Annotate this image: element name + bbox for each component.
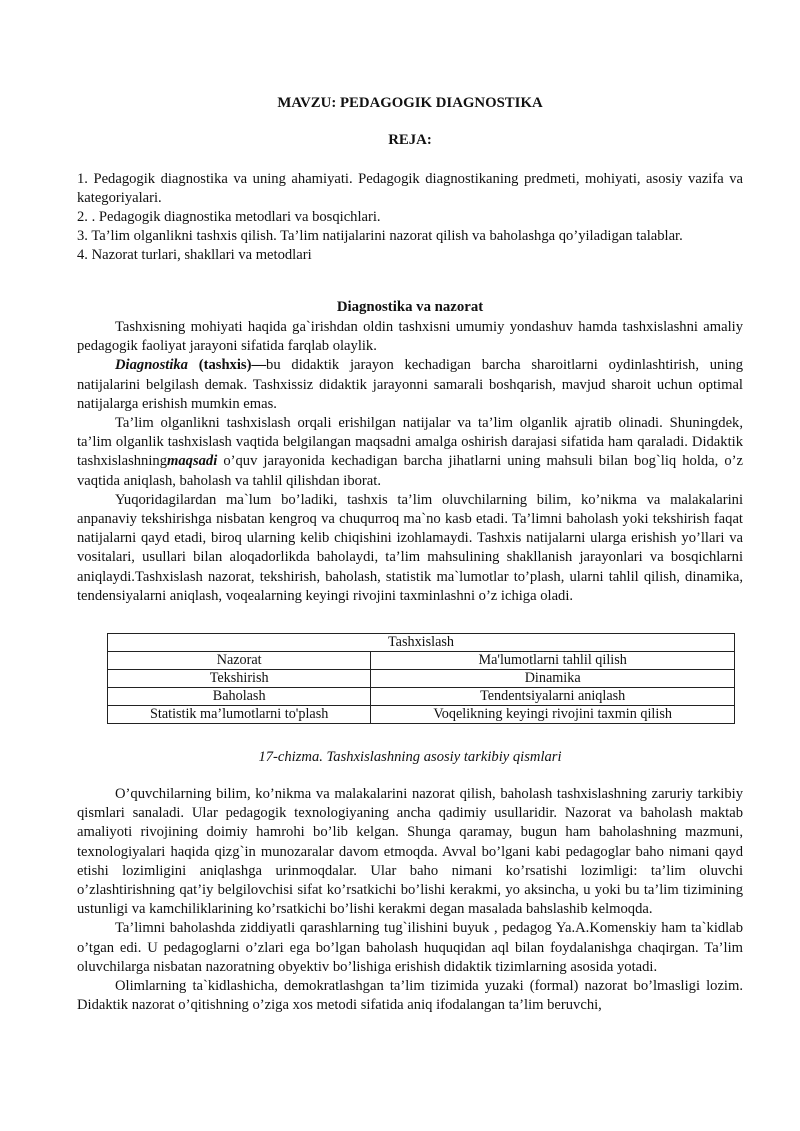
plan-item: 4. Nazorat turlari, shakllari va metodlari <box>77 247 312 263</box>
diagnostics-table <box>107 633 735 724</box>
table-header-row <box>108 634 735 652</box>
body-block-1 <box>77 318 743 606</box>
plan-item: 3. Ta’lim olganlikni tashxis qilish. Ta’lim natijalarini nazorat qilish va baholashga qo’yiladigan talablar. <box>77 228 683 244</box>
paragraph: Ta’limni baholashda ziddiyatli qarashlarning tug`ilishini buyuk , pedagog Ya.A.Komenskiy ham ta`kidlab o’tgan edi. U pedagoglarni o’zlari ega bo’lgan baholash huquqidan aql bilan foydalanishga chaqirgan. Ta’lim oluvchilarga nisbatan nazoratning obyektiv bo’lishiga erishish didaktik tizimlarning asosida yotadi. <box>77 920 743 975</box>
paragraph: O’quvchilarning bilim, ko’nikma va malakalarini nazorat qilish, baholash tashxislashning zaruriy tarkibiy qismlari sanaladi. Ular pedagogik texnologiyaning ancha qadimiy usullaridir. Nazorat va baholash maktab amaliyoti rivojining doimiy hamrohi bo’lib kelgan. Shunga qaramay, bugun ham baholashning mazmuni, texnologiyalari haqida qizg`in munozaralar davom etmoqda. Avval bo’lgani kabi pedagoglar baho nimani qayd etishi lozimligini aniqlashga urinmoqdalar. Ular baho nimani ko’rsatishi lozimligi: ta’lim oluvchi o’zlashtirishning qat’iy belgilovchisi sifat ko’rsatkichi bo’lishi kerakmi, yo aksincha, u yoki bu ta’lim tizimining ustunligi va kamchiliklarining ko’rsatkichi bo’lishi kerakmi degan masalada bahslashib kelmoqda. <box>77 786 743 918</box>
table-row <box>108 706 735 724</box>
table-header-cell: Tashxislash <box>108 634 735 652</box>
paragraph-text: Ta’lim olganlikni tashxislash orqali erishilgan natijalar va ta’lim olganlik ajratib olinadi. Shuningdek, ta’lim olganlik tashxislash vaqtida belgilangan maqsadni amalga oshirish darajasi sifatida ham qaraladi. Didaktik tashxislashning <box>77 415 743 470</box>
term-tashxis: (tashxis)— <box>187 357 267 374</box>
plan-item: 2. . Pedagogik diagnostika metodlari va bosqichlari. <box>77 209 381 225</box>
paragraph-text: o’quv jarayonida kechadigan barcha jihatlarni uning mahsuli bilan bog`liq holda, o’z vaqtida aniqlash, baholash va tahlil qilishdan iborat. <box>77 453 743 489</box>
plan-list <box>77 170 743 265</box>
term-maqsadi: maqsadi <box>167 453 218 470</box>
table-cell: Nazorat <box>108 652 371 670</box>
term-diagnostika: Diagnostika <box>115 357 188 374</box>
paragraph <box>77 414 743 491</box>
table-cell: Baholash <box>108 688 371 706</box>
paragraph: Olimlarning ta`kidlashicha, demokratlashgan ta’lim tizimida yuzaki (formal) nazorat bo’lmasligi lozim. Didaktik nazorat o’qitishning o’ziga xos metodi sifatida aniq ifodalangan ta’lim beruvchi, <box>77 978 743 1014</box>
table-cell: Voqelikning keyingi rivojini taxmin qilish <box>371 706 735 724</box>
paragraph: Yuqoridagilardan ma`lum bo’ladiki, tashxis ta’lim oluvchilarning bilim, ko’nikma va malakalarini anpanaviy tekshirishga nisbatan kengroq va chuqurroq ma`no kasb etadi. Ta’limni baholash yoki tekshirish faqat natijalarni qayd etadi, biroq ularning kelib chiqishini izohlamaydi. Tashxis natijalarni ularga erishish yo’llari va vositalari, usullari bilan aloqadorlikda baholaydi, ta’lim mahsulining shakllanish jarayonlari va bosqichlarni aniqlaydi.Tashxislash nazorat, tekshirish, baholash, statistik ma`lumotlar to’plash, ularni tahlil qilish, dinamika, tendensiyalarni aniqlash, voqealarning keyingi rivojini taxminlashni o’z ichiga oladi. <box>77 491 743 604</box>
table-cell: Ma'lumotlarni tahlil qilish <box>371 652 735 670</box>
body-block-2 <box>77 785 743 1015</box>
paragraph: Tashxisning mohiyati haqida ga`irishdan oldin tashxisni umumiy yondashuv hamda tashxislashni amaliy pedagogik faoliyat jarayoni sifatida farqlab olaylik. <box>77 319 743 355</box>
table-cell: Dinamika <box>371 670 735 688</box>
paragraph <box>77 356 743 414</box>
table-caption: 17-chizma. Tashxislashning asosiy tarkibiy qismlari <box>258 749 562 765</box>
table-cell: Statistik ma’lumotlarni to'plash <box>108 706 371 724</box>
table-row <box>108 652 735 670</box>
table-row <box>108 670 735 688</box>
table-cell: Tendentsiyalarni aniqlash <box>371 688 735 706</box>
table-cell: Tekshirish <box>108 670 371 688</box>
table-row <box>108 688 735 706</box>
plan-item: 1. Pedagogik diagnostika va uning ahamiyati. Pedagogik diagnostikaning predmeti, mohiyati, asosiy vazifa va kategoriyalari. <box>77 171 743 206</box>
section-heading: Diagnostika va nazorat <box>336 299 484 315</box>
document-title: MAVZU: PEDAGOGIK DIAGNOSTIKA <box>277 95 543 111</box>
paragraph-text: bu didaktik jarayon kechadigan barcha sharoitlarni oydinlashtirish, uning natijalarini belgilash demak. Tashxissiz didaktik jarayonni samarali boshqarish, mavjud sharoit uchun optimal natijalarga erishish mumkin emas. <box>77 357 743 412</box>
plan-heading: REJA: <box>388 132 432 148</box>
